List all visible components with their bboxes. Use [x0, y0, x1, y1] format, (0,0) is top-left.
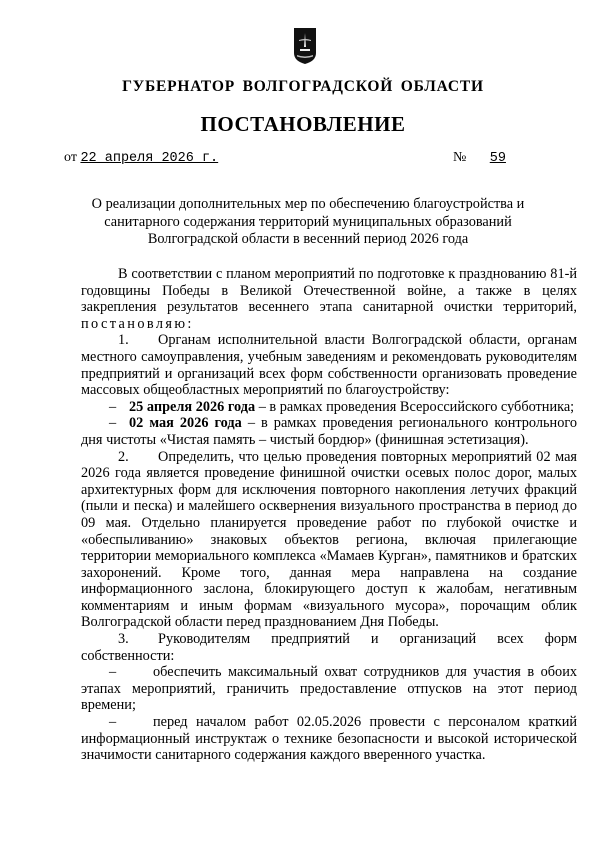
bullet-date: 25 апреля 2026 года: [129, 398, 256, 415]
postanovlyayu: постановляю:: [81, 315, 194, 332]
item-3: [81, 631, 577, 664]
document-subject: О реализации дополнительных мер по обеспечению благоустройства и санитарного содержания территорий муниципальных образований Волгоградской области в весенний период 2026 года: [91, 196, 525, 247]
item-1-number: 1.: [118, 332, 129, 349]
governor-title: ГУБЕРНАТОР ВОЛГОГРАДСКОЙ ОБЛАСТИ: [122, 78, 484, 95]
item-1-text: Органам исполнительной власти Волгоградской области, органам местного самоуправления, учебным заведениям и рекомендовать руководителям предприятий и организаций всех форм собственности организовать проведение массовых общеобластных мероприятий по благоустройству:: [81, 332, 577, 399]
document-date: [64, 150, 218, 166]
date-prefix: от: [64, 150, 77, 165]
bullet-text: – в рамках проведения Всероссийского субботника;: [255, 398, 575, 415]
item-1: [81, 332, 577, 398]
item-2-number: 2.: [118, 448, 129, 465]
item-1-bullet-1: [81, 399, 577, 416]
item-3-bullet-2: [81, 714, 577, 764]
bullet-text: перед началом работ 02.05.2026 провести с персоналом краткий информационный инструктаж о технике безопасности и высокой исторической значимости санитарного содержания каждого вверенного участка.: [81, 714, 577, 764]
item-2-text: Определить, что целью проведения повторных мероприятий 02 мая 2026 года является проведение финишной очистки осевых полос дорог, малых архитектурных форм для исключения повторного накопления летучих фракций (пыли и песка) и малейшего осквернения визуального пространства в период до 09 мая. Отдельно планируется проведение работ по глубокой очистке и «обеспыливанию» знаковых объектов региона, включая прилегающие территории мемориального комплекса «Мамаев Курган», памятников и братских захоронений. Кроме того, данная мера направлена на создание информационного заслона, блокирующего доступ к жалобам, негативным комментариям и иным формам «визуального мусора», порочащим облик Волгоградской области перед празднованием Дня Победы.: [81, 448, 577, 631]
date-value: 22 апреля 2026 г.: [80, 151, 219, 166]
bullet-text: – в рамках проведения регионального контрольного дня чистоты «Чистая память – чистый бордюр» (финишная эстетизация).: [81, 415, 577, 448]
bullet-text: обеспечить максимальный охват сотрудников для участия в обоих этапах мероприятий, граничить предоставление отпусков на этот период времени;: [81, 664, 577, 714]
bullet-dash: –: [109, 398, 117, 415]
document-body: [81, 266, 577, 764]
item-1-bullet-2: [81, 415, 577, 448]
number-value: 59: [489, 151, 506, 166]
number-prefix: №: [453, 150, 467, 165]
document-type-title: ПОСТАНОВЛЕНИЕ: [200, 112, 406, 136]
bullet-date: 02 мая 2026 года: [129, 415, 242, 432]
item-3-text: Руководителям предприятий и организаций всех форм собственности:: [81, 631, 577, 664]
item-3-bullet-1: [81, 664, 577, 714]
bullet-dash: –: [109, 664, 117, 681]
item-2: [81, 449, 577, 632]
preamble: В соответствии с планом мероприятий по подготовке к празднованию 81-й годовщины Победы в Великой Отечественной войне, а также в целях закрепления результатов весеннего этапа санитарной очистки территорий, постановляю:: [81, 266, 577, 332]
document-number: [453, 150, 526, 166]
item-3-number: 3.: [118, 631, 129, 648]
coat-of-arms-icon: [293, 27, 317, 65]
bullet-dash: –: [109, 714, 117, 731]
bullet-dash: –: [109, 415, 117, 432]
